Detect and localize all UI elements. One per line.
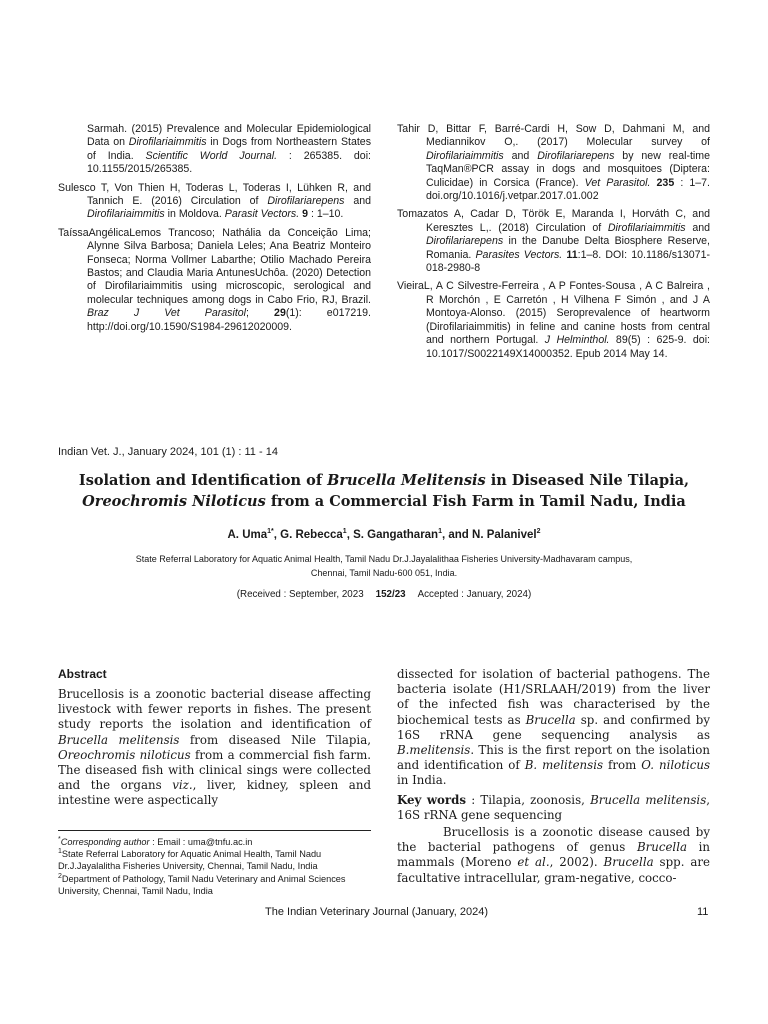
author-name: S. Gangatharan xyxy=(353,529,439,541)
footnote-affiliation-2: $^2$Department of Pathology, Tamil Nadu Veterinary and Animal Sciences University, Chennai, Tamil Nadu, India xyxy=(58,872,346,896)
author-name: A. Uma xyxy=(227,529,268,541)
reference-entry: Sarmah. (2015) Prevalence and Molecular Epidemiological Data on Dirofilariaimmitis in Dogs from Northeastern States of India. Scientific World Journal. : 265385. doi: 10.1155/2015/265385. xyxy=(87,123,371,176)
affiliation: State Referral Laboratory for Aquatic Animal Health, Tamil Nadu Dr.J.Jayalalithaa Fisheries University-Madhavaram campus, Chennai, Tamil Nadu-600 051, India. xyxy=(135,554,633,579)
keywords: Key words : Tilapia, zoonosis, Brucella melitensis, 16S rRNA gene sequencing xyxy=(397,792,711,822)
article-title: Isolation and Identification of Brucella Melitensis in Diseased Nile Tilapia, Oreochromis Niloticus from a Commercial Fish Farm in Tamil Nadu, India xyxy=(78,472,690,510)
footnotes xyxy=(58,836,371,897)
reference-entry: TaíssaAngélicaLemos Trancoso; Nathália da Conceição Lima; Alynne Silva Barbosa; Daniela Leles; Ana Beatriz Monteiro Fonseca; Norma Vollmer Labarthe; Otilio Machado Pereira Bastos; and Claudia Maria AntunesUchôa. (2020) Detection of Dirofilariaimmitis using microscopic, serological and molecular techniques among dogs in Cabo Frio, RJ, Brazil. Braz J Vet Parasitol; 29(1): e017219. http://doi.org/10.1590/S1984-29612020009. xyxy=(58,226,371,333)
received-accepted-dates: (Received : September, 2023 152/23 Accepted : January, 2024) xyxy=(236,589,532,600)
references-left-column xyxy=(58,123,371,339)
journal-citation-line: Indian Vet. J., January 2024, 101 (1) : 11 - 14 xyxy=(58,446,278,458)
reference-entry: Tahir D, Bittar F, Barré-Cardi H, Sow D, Dahmani M, and Mediannikov O,. (2017) Molecular survey of Dirofilariaimmitis and Dirofilariarepens by new real-time TaqMan®PCR assay in dogs and mosquitoes (Diptera: Culicidae) in Corsica (France). Vet Parasitol. 235 : 1–7. doi.org/10.1016/j.vetpar.2017.01.002 xyxy=(397,123,710,203)
right-column-body xyxy=(397,667,710,886)
abstract-heading: Abstract xyxy=(58,667,107,681)
reference-entry: VieiraL, A C Silvestre-Ferreira , A P Fontes-Sousa , A C Balreira , R Morchón , E Carretón , H Vilhena F Simón , and J A Montoya-Alonso. (2015) Seroprevalence of heartworm (Dirofilariaimmitis) in feline and canine hosts from central and northern Portugal. J Helminthol. 89(5) : 625-9. doi: 10.1017/S0022149X14000352. Epub 2014 May 14. xyxy=(397,280,710,360)
introduction-text: Brucellosis is a zoonotic disease caused by the bacterial pathogens of genus Brucella in mammals (Moreno et al., 2002). Brucella spp. are facultative intracellular, gram-negative, cocco- xyxy=(397,825,711,885)
footnote-corresponding: *Corresponding author : Email : uma@tnfu.ac.in xyxy=(58,835,253,847)
author-list: A. Uma$^{1*}$, G. Rebecca$^1$, S. Gangatharan$^1$, and N. Palanivel$^2$ xyxy=(227,528,541,541)
page-footer: The Indian Veterinary Journal (January, 2024) xyxy=(265,906,488,918)
reference-entry: Sulesco T, Von Thien H, Toderas L, Toderas I, Lühken R, and Tannich E. (2016) Circulation of Dirofilariarepens and Dirofilariaimmitis in Moldova. Parasit Vectors. 9 : 1–10. xyxy=(58,181,372,221)
author-name: N. Palanivel xyxy=(472,529,537,541)
author-name: G. Rebecca xyxy=(280,529,343,541)
references-right-column xyxy=(397,123,710,366)
manuscript-code: 152/23 xyxy=(375,589,406,600)
abstract-text: Brucellosis is a zoonotic bacterial disease affecting livestock with fewer reports in fishes. The present study reports the isolation and identification of Brucella melitensis from diseased Nile Tilapia, Oreochromis niloticus from a commercial fish farm. The diseased fish with clinical sings were collected and the organs viz., liver, kidney, spleen and intestine were aspectically xyxy=(58,687,372,808)
reference-entry: Tomazatos A, Cadar D, Török E, Maranda I, Horváth C, and Keresztes L,. (2018) Circulation of Dirofilariaimmitis and Dirofilariarepens in the Danube Delta Biosphere Reserve, Romania. Parasites Vectors. 11:1–8. DOI: 10.1186/s13071-018-2980-8 xyxy=(397,208,710,275)
footnote-rule xyxy=(58,830,371,831)
abstract-continuation: dissected for isolation of bacterial pathogens. The bacteria isolate (H1/SRLAAH/2019) from the liver of the infected fish was characterised by the biochemical tests as Brucella sp. and confirmed by 16S rRNA gene sequencing analysis as B.melitensis. This is the first report on the isolation and identification of B. melitensis from O. niloticus in India. xyxy=(397,667,711,788)
footnote-affiliation-1: $^1$State Referral Laboratory for Aquatic Animal Health, Tamil Nadu Dr.J.Jayalalitha Fisheries University, Chennai, Tamil Nadu, India xyxy=(58,848,322,872)
keywords-label: Key words xyxy=(397,792,467,807)
page-number: 11 xyxy=(697,906,709,918)
